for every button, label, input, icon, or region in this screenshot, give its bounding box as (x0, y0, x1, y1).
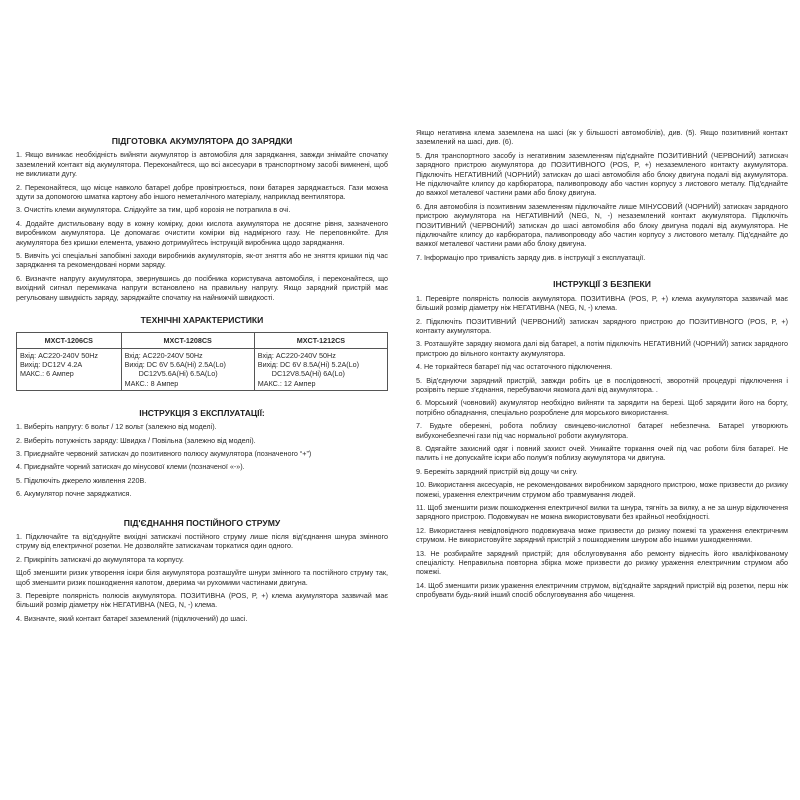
safety-item: 12. Використання невідповідного подовжувача може призвести до ризику пожежі та ураження електричним струмом. Не використовуйте зарядний пристрій з пошкодженим шнуром або іншими ушкодженнями. (416, 525, 788, 545)
prep-item: 5. Вивчіть усі спеціальні запобіжні заходи виробників акумуляторів, як-от зняття або не зняття кришки під час заряджання та рекомендовані норми заряду. (16, 251, 388, 270)
safety-item: 3. Розташуйте зарядку якомога далі від батареї, а потім підключіть НЕГАТИВНИЙ (ЧОРНИЙ) затиск зарядного пристрою до вільного контакту акумулятора. (416, 339, 788, 358)
usage-title: ІНСТРУКЦІЯ З ЕКСПЛУАТАЦІЇ: (139, 407, 265, 418)
specs-line: МАКС.: 6 Ампер (20, 369, 74, 379)
prep-title: ПІДГОТОВКА АКУМУЛЯТОРА ДО ЗАРЯДКИ (111, 136, 293, 146)
safety-item: 7. Будьте обережні, робота поблизу свинцево-кислотної батареї небезпечна. Батареї утворюють вибухонебезпечні гази під час нормальної роботи акумулятора. (416, 421, 788, 440)
specs-line: Вхід: AC220-240V 50Hz (20, 350, 99, 360)
specs-line: DC12V5.6A(Hi) 6.5A(Lo) (138, 369, 218, 379)
prep-item: 3. Очистіть клеми акумулятора. Слідкуйте за тим, щоб корозія не потрапила в очі. (16, 205, 291, 215)
usage-item: 2. Виберіть потужність заряду: Швидка / Повільна (залежно від моделі). (16, 435, 256, 445)
usage-item: 5. Підключіть джерело живлення 220В. (16, 475, 147, 485)
specs-title: ТЕХНІЧНІ ХАРАКТЕРИСТИКИ (140, 315, 264, 326)
specs-header: MXCT-1212CS (254, 332, 387, 348)
specs-line: МАКС.: 8 Ампер (124, 378, 179, 388)
safety-title: ІНСТРУКЦІЇ З БЕЗПЕКИ (553, 279, 651, 290)
safety-item: 11. Щоб зменшити ризик пошкодження електричної вилки та шнура, тягніть за вилку, а не за шнур відключення зарядного пристрою. Подовжувач не можна використовувати без крайньої необхідності. (416, 503, 788, 522)
dc-continued-item: 5. Для транспортного засобу із негативним заземленням під'єднайте ПОЗИТИВНИЙ (ЧЕРВОНИЙ) затискач зарядного пристрою акумулятора до ПОЗИТИВНОГО (POS, P, +) незаземленого контакту акумулятора. Підключіть НЕГАТИВНИЙ (ЧОРНИЙ) затискач до шасі автомобіля або блоку двигуна подалі від акумулятора. Не підключайте клипсу до карбюратора, паливопроводу або частин корпусу з листового металу. Під'єднайте до важкої металевої частини рами або блоку двигуна. (416, 150, 788, 198)
safety-item: 1. Перевірте полярність полюсів акумулятора. ПОЗИТИВНА (POS, P, +) клема акумулятора зазвичай має більший розмір діаметру ніж НЕГАТИВНА (NEG, N, -) клема. (416, 293, 788, 313)
prep-item: 2. Переконайтеся, що місце навколо батареї добре провітрюється, поки батарея заряджається. Гази можна здути за допомогою шматка картону або іншого неметалічного матеріалу, наприклад вентилятора. (16, 182, 388, 202)
safety-item: 8. Одягайте захисний одяг і повний захист очей. Уникайте торкання очей під час роботи біля батареї. Не палить і не допускайте іскри або полум'я поблизу акумулятора чи двигуна. (416, 443, 788, 463)
dc-continued-item: Якщо негативна клема заземлена на шасі (як у більшості автомобілів), див. (5). Якщо позитивний контакт заземлений на шасі, див. (6). (416, 128, 788, 147)
prep-item: 4. Додайте дистильовану воду в кожну комірку, доки кислота акумулятора не досягне рівня, зазначеного виробником акумулятора. Це допомагає очистити комірки від надмірного газу. Не переповнюйте. Для акумулятора без кришки елемента, уважно дотримуйтесь інструкцій виробника щодо заряджання. (16, 218, 388, 247)
dc-item: 1. Підключайте та від'єднуйте вихідні затискачі постійного струму лише після від'єднання шнура змінного струму від електричної розетки. Не дозволяйте затискачам торкатися один одного. (16, 531, 388, 551)
dc-continued-item: 6. Для автомобіля із позитивним заземленням підключайте лише МІНУСОВИЙ (ЧОРНИЙ) затискач зарядного пристрою акумулятора на НЕГАТИВНИЙ (NEG, N, -) незаземлений контакт акумулятора. Підключіть ПОЗИТИВНИЙ (ЧЕРВОНИЙ) затискач до шасі автомобіля або блоку двигуна подалі від акумулятора. Не підключайте клипсу до карбюратора, паливопроводу або частин корпусу з листового металу. Під'єднайте до важкої металевої частини рами або блоку двигуна. (416, 201, 788, 249)
dc-item: Щоб зменшити ризик утворення іскри біля акумулятора розташуйте шнури змінного та постійного струму так, щоб зменшити ризик пошкодження капотом, дверима чи рухомими частинами двигуна. (16, 568, 388, 587)
specs-header: MXCT-1206CS (17, 332, 122, 348)
safety-item: 2. Підключіть ПОЗИТИВНИЙ (ЧЕРВОНИЙ) затискач зарядного пристрою до ПОЗИТИВНОГО (POS, P, +) контакту акумулятора. (416, 316, 788, 335)
left-column (16, 137, 388, 627)
usage-item: 3. Приєднайте червоний затискач до позитивного полюсу акумулятора (позначеного “+”) (16, 448, 312, 458)
right-column (416, 128, 788, 604)
specs-cell (121, 348, 254, 390)
specs-line: Вихід: DC 6V 5.6A(Hi) 2.5A(Lo) (124, 360, 226, 370)
specs-line: Вхід: AC220-240V 50Hz (124, 350, 203, 360)
usage-item: 4. Приєднайте чорний затискач до мінусової клеми (позначеної «-»). (16, 462, 245, 472)
safety-item: 5. Від'єднуючи зарядний пристрій, завжди робіть це в послідовності, зворотній процедурі підключення і розірвіть перше з'єднання, перебуваючи якомога далі від акумулятора. . (416, 375, 788, 394)
prep-item: 1. Якщо виникає необхідність вийняти акумулятор із автомобіля для заряджання, завжди знімайте спочатку заземлений контакт від акумулятора. Переконайтеся, що всі аксесуари в транспортному засобі вимкнені, щоб не викликати дугу. (16, 150, 388, 179)
safety-item: 6. Морський (човновий) акумулятор необхідно вийняти та зарядити на березі. Щоб зарядити його на борту, потрібно обладнання, спеціально розроблене для морського використання. (416, 398, 788, 417)
safety-item: 9. Бережіть зарядний пристрій від дощу чи снігу. (416, 466, 578, 476)
specs-line: DC12V8.5A(Hi) 6A(Lo) (271, 369, 345, 379)
usage-item: 6. Акумулятор почне заряджатися. (16, 489, 132, 499)
dc-item: 2. Прикріпіть затискачі до акумулятора та корпусу. (16, 554, 184, 564)
specs-line: Вхід: AC220-240V 50Hz (257, 350, 336, 360)
specs-table (16, 332, 388, 391)
usage-item: 1. Виберіть напругу: 6 вольт / 12 вольт (залежно від моделі). (16, 422, 217, 432)
dc-item: 4. Визначте, який контакт батареї заземлений (підключений) до шасі. (16, 613, 248, 623)
prep-item: 6. Визначте напругу акумулятора, звернувшись до посібника користувача автомобіля, і переконайтеся, що вихідний сигнал перемикача напруги встановлено на правильну напругу. Якщо зарядний пристрій має регульовану швидкість заряду, заряджайте спочатку на найнижчій швидкості. (16, 273, 388, 302)
specs-line: Вихід: DC 6V 8.5A(Hi) 5.2A(Lo) (257, 360, 360, 370)
dc-title: ПІД'ЄДНАННЯ ПОСТІЙНОГО СТРУМУ (123, 517, 281, 528)
specs-cell (17, 348, 122, 390)
specs-cell (254, 348, 387, 390)
safety-item: 13. Не розбирайте зарядний пристрій; для обслуговування або ремонту віднесіть його кваліфікованому спеціалісту. Неправильна повторна збірка може призвести до ризику ураження електричним струмом або пожежі. (416, 548, 788, 577)
safety-item: 14. Щоб зменшити ризик ураження електричним струмом, від'єднайте зарядний пристрій від розетки, перш ніж спробувати будь-який інший спосіб обслуговування або чищення. (416, 580, 788, 600)
dc-item: 3. Перевірте полярність полюсів акумулятора. ПОЗИТИВНА (POS, P, +) клема акумулятора зазвичай має більший розмір діаметру ніж НЕГАТИВНА (NEG, N, -) клема. (16, 591, 388, 610)
specs-header: MXCT-1208CS (121, 332, 254, 348)
dc-continued-item: 7. Інформацію про тривалість заряду див. в інструкції з експлуатації. (416, 252, 646, 262)
specs-line: Вихід: DC12V 4.2A (20, 360, 83, 370)
safety-item: 4. Не торкайтеся батареї під час остаточного підключення. (416, 362, 613, 372)
safety-item: 10. Використання аксесуарів, не рекомендованих виробником зарядного пристрою, може призвести до ризику пожежі, ураження електричним струмом або травмування людей. (416, 480, 788, 499)
specs-line: МАКС.: 12 Ампер (257, 378, 316, 388)
